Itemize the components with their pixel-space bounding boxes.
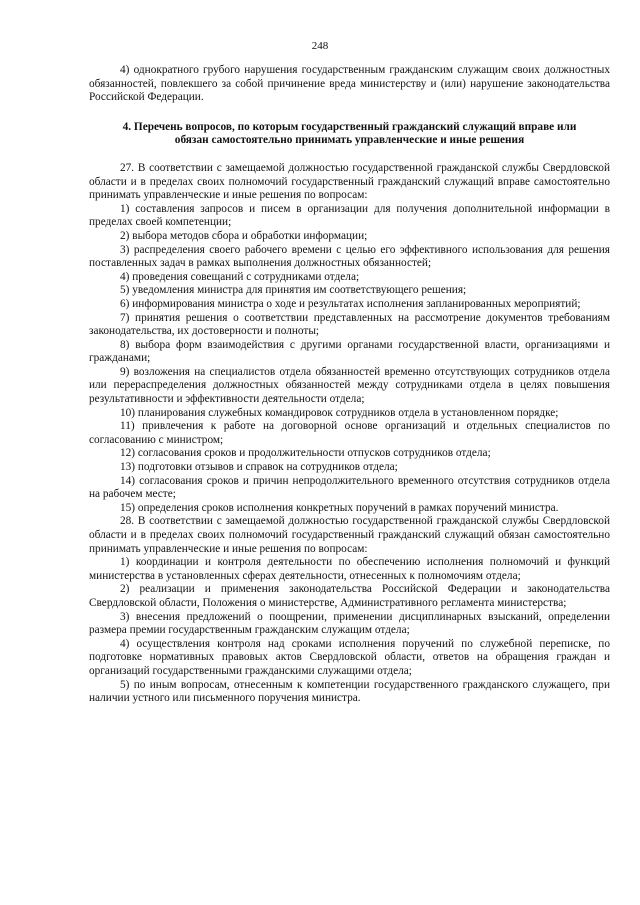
document-body	[89, 64, 610, 706]
clause-27-item: 2) выбора методов сбора и обработки информации;	[120, 229, 368, 242]
clause-27-item: 1) составления запросов и писем в организации для получения дополнительной информации в пределах своей компетенции;	[89, 202, 610, 229]
clause-27-item: 3) распределения своего рабочего времени с целью его эффективного использования для решения поставленных задач в рамках выполнения должностных обязанностей;	[89, 243, 610, 270]
clause-27-item: 7) принятия решения о соответствии представленных на рассмотрение документов требованиям законодательства, их достоверности и полноты;	[89, 311, 610, 338]
section-heading-line: обязан самостоятельно принимать управленческие и иные решения	[174, 134, 525, 147]
clause-27-intro: 27. В соответствии с замещаемой должностью государственной гражданской службы Свердловской области и в пределах своих полномочий государственный гражданский служащий вправе самостоятельно принимать управленческие и иные решения по вопросам:	[89, 161, 610, 202]
clause-28-item: 3) внесения предложений о поощрении, применении дисциплинарных взысканий, определении размера премии государственным гражданским служащим отдела;	[89, 610, 610, 637]
clause-28-intro: 28. В соответствии с замещаемой должностью государственной гражданской службы Свердловской области и в пределах своих полномочий государственный гражданский служащий обязан самостоятельно принимать управленческие и иные решения по вопросам:	[89, 515, 610, 555]
clause-27-item: 5) уведомления министра для принятия им соответствующего решения;	[120, 284, 467, 297]
clause-28-item: 1) координации и контроля деятельности по обеспечению исполнения полномочий и функций министерства в установленных сферах деятельности, отнесенных к полномочиям отдела;	[89, 556, 610, 582]
clause-28-item: 2) реализации и применения законодательства Российской Федерации и законодательства Свердловской области, Положения о министерстве, Административного регламента министерства;	[89, 583, 610, 609]
clause-27-item: 4) проведения совещаний с сотрудниками отдела;	[120, 270, 360, 283]
clause-27-item: 6) информирования министра о ходе и результатах исполнения запланированных мероприятий;	[120, 297, 581, 310]
clause-27-item: 15) определения сроков исполнения конкретных поручений в рамках поручений министра.	[120, 501, 559, 514]
clause-27-item: 11) привлечения к работе на договорной основе организаций и отдельных специалистов по согласованию с министром;	[89, 420, 610, 446]
section-heading-line: 4. Перечень вопросов, по которым государственный гражданский служащий вправе или	[122, 120, 577, 133]
clause-28-item: 4) осуществления контроля над сроками исполнения поручений по служебной переписке, по подготовке нормативных правовых актов Свердловской области, ответов на обращения граждан и организаций государственными гражданскими служащими отдела;	[89, 637, 610, 677]
clause-27-item: 12) согласования сроков и продолжительности отпусков сотрудников отдела;	[120, 447, 491, 460]
clause-27-item: 9) возложения на специалистов отдела обязанностей временно отсутствующих сотрудников отдела или перераспределения должностных обязанностей между сотрудниками отдела в целях повышения результативности и эффективности деятельности отдела;	[89, 365, 610, 406]
clause-28-item: 5) по иным вопросам, отнесенным к компетенции государственного гражданского служащего, при наличии устного или письменного поручения министра.	[89, 678, 610, 705]
intro-item: 4) однократного грубого нарушения государственным гражданским служащим своих должностных обязанностей, повлекшего за собой причинение вреда министерству и (или) нарушение законодательства Российской Федерации.	[89, 64, 610, 104]
clause-27-item: 10) планирования служебных командировок сотрудников отдела в установленном порядке;	[120, 406, 559, 419]
page-number: 248	[311, 40, 329, 52]
clause-27-item: 14) согласования сроков и причин непродолжительного временного отсутствия сотрудников отдела на рабочем месте;	[89, 474, 610, 501]
clause-27-item: 13) подготовки отзывов и справок на сотрудников отдела;	[120, 461, 398, 474]
section-heading	[89, 121, 610, 148]
clause-27-item: 8) выбора форм взаимодействия с другими органами государственной власти, организациями и гражданами;	[89, 338, 610, 365]
